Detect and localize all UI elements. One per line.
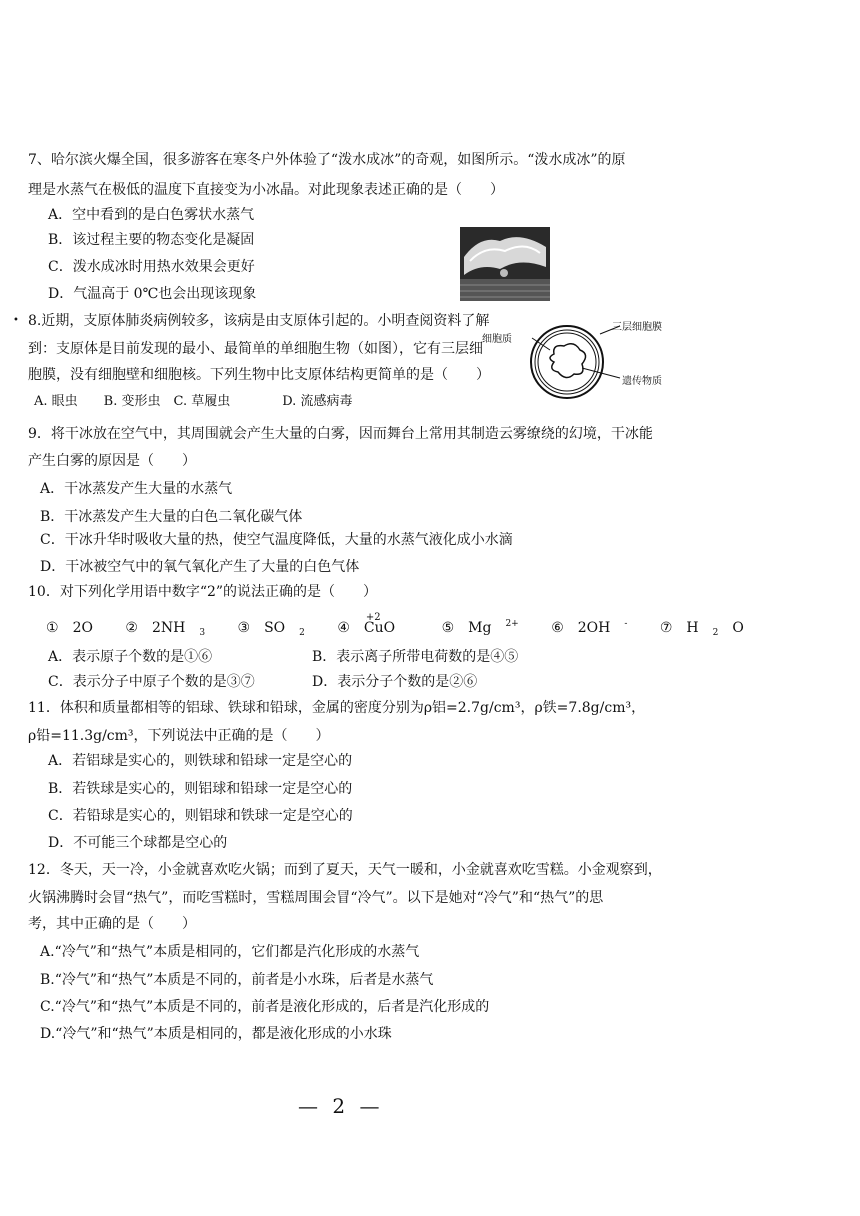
q9-option-d: D．干冰被空气中的氧气氧化产生了大量的白色气体 [40, 559, 360, 575]
q10-option-d: D．表示分子个数的是②⑥ [312, 674, 478, 690]
q9-stem-line1: 9．将干冰放在空气中，其周围就会产生大量的白雾，因而舞台上常用其制造云雾缭绕的幻境，干冰能 [28, 426, 653, 442]
q10-option-a: A．表示原子个数的是①⑥ [48, 649, 213, 665]
q12-stem-line3: 考，其中正确的是（ ） [28, 916, 196, 932]
q7-photo-water-to-ice [460, 227, 550, 301]
q10-option-c: C．表示分子中原子个数的是③⑦ [48, 674, 255, 690]
q10-chemical-terms [46, 614, 772, 643]
q12-option-a: A.“冷气”和“热气”本质是相同的，它们都是汽化形成的水蒸气 [40, 944, 420, 960]
q7-option-a: A．空中看到的是白色雾状水蒸气 [48, 207, 255, 223]
term-1: ① 2O [46, 620, 93, 636]
q11-option-a: A．若铝球是实心的，则铁球和铅球一定是空心的 [48, 753, 353, 769]
q12-stem-line1: 12．冬天，天一冷，小金就喜欢吃火锅；而到了夏天，天气一暖和，小金就喜欢吃雪糕。小金观察到， [28, 862, 662, 878]
q12-option-c: C.“冷气”和“热气”本质是不同的，前者是液化形成的，后者是汽化形成的 [40, 999, 490, 1015]
q9-option-b: B．干冰蒸发产生大量的白色二氧化碳气体 [40, 509, 303, 525]
q7-stem-line1: 7、哈尔滨火爆全国，很多游客在寒冬户外体验了“泼水成冰”的奇观，如图所示。“泼水成冰”的原 [28, 152, 626, 168]
q8-stem-line3: 胞膜，没有细胞壁和细胞核。下列生物中比支原体结构更简单的是（ ） [28, 367, 490, 383]
q11-option-b: B．若铁球是实心的，则铝球和铅球一定是空心的 [48, 781, 353, 797]
q10-stem: 10．对下列化学用语中数字“2”的说法正确的是（ ） [28, 584, 378, 600]
q8-options: A. 眼虫 B. 变形虫 C. 草履虫 D. 流感病毒 [34, 394, 353, 409]
q11-stem-line2: ρ铅=11.3g/cm³，下列说法中正确的是（ ） [28, 728, 330, 744]
term-6: ⑥ 2OH - [551, 619, 628, 636]
label-cytoplasm: 细胞质 [482, 334, 512, 345]
q8-stem-line2: 到：支原体是目前发现的最小、最简单的单细胞生物（如图），它有三层细 [28, 341, 483, 357]
q7-stem-line2: 理是水蒸气在极低的温度下直接变为小冰晶。对此现象表述正确的是（ ） [28, 182, 504, 198]
scan-mark: • [13, 315, 19, 326]
label-genetic-material: 遗传物质 [622, 376, 662, 387]
q9-option-c: C．干冰升华时吸收大量的热，使空气温度降低，大量的水蒸气液化成小水滴 [40, 532, 513, 548]
q8-stem-line1: 8.近期，支原体肺炎病例较多，该病是由支原体引起的。小明查阅资料了解 [28, 313, 490, 329]
q11-option-c: C．若铅球是实心的，则铝球和铁球一定是空心的 [48, 808, 353, 824]
q8-mycoplasma-diagram [482, 318, 678, 402]
q7-option-c: C．泼水成冰时用热水效果会更好 [48, 259, 255, 275]
term-4: ④ +2 CuO [337, 612, 396, 636]
label-three-layer-membrane: 三层细胞膜 [612, 322, 662, 333]
q7-option-b: B．该过程主要的物态变化是凝固 [48, 232, 255, 248]
page-number: — 2 — [298, 1094, 384, 1118]
q11-stem-line1: 11．体积和质量都相等的铝球、铁球和铅球，金属的密度分别为ρ铝=2.7g/cm³，ρ铁=7.8g/cm³， [28, 700, 646, 716]
term-2: ② 2NH $_3$ [125, 620, 206, 638]
q12-option-d: D.“冷气”和“热气”本质是相同的，都是液化形成的小水珠 [40, 1026, 392, 1042]
term-3: ③ SO $_2$ [237, 620, 305, 638]
q7-option-d: D．气温高于 0℃也会出现该现象 [48, 286, 257, 302]
q12-option-b: B.“冷气”和“热气”本质是不同的，前者是小水珠，后者是水蒸气 [40, 972, 434, 988]
term-7: ⑦ H $_2$ O [659, 620, 744, 638]
q10-option-b: B．表示离子所带电荷数的是④⑤ [312, 649, 519, 665]
term-5: ⑤ Mg $^{2+}$ [441, 619, 519, 636]
q9-stem-line2: 产生白雾的原因是（ ） [28, 453, 196, 469]
q12-stem-line2: 火锅沸腾时会冒“热气”，而吃雪糕时，雪糕周围会冒“冷气”。以下是她对“冷气”和“热气”的思 [28, 890, 604, 906]
q11-option-d: D．不可能三个球都是空心的 [48, 835, 228, 851]
q9-option-a: A．干冰蒸发产生大量的水蒸气 [40, 481, 233, 497]
